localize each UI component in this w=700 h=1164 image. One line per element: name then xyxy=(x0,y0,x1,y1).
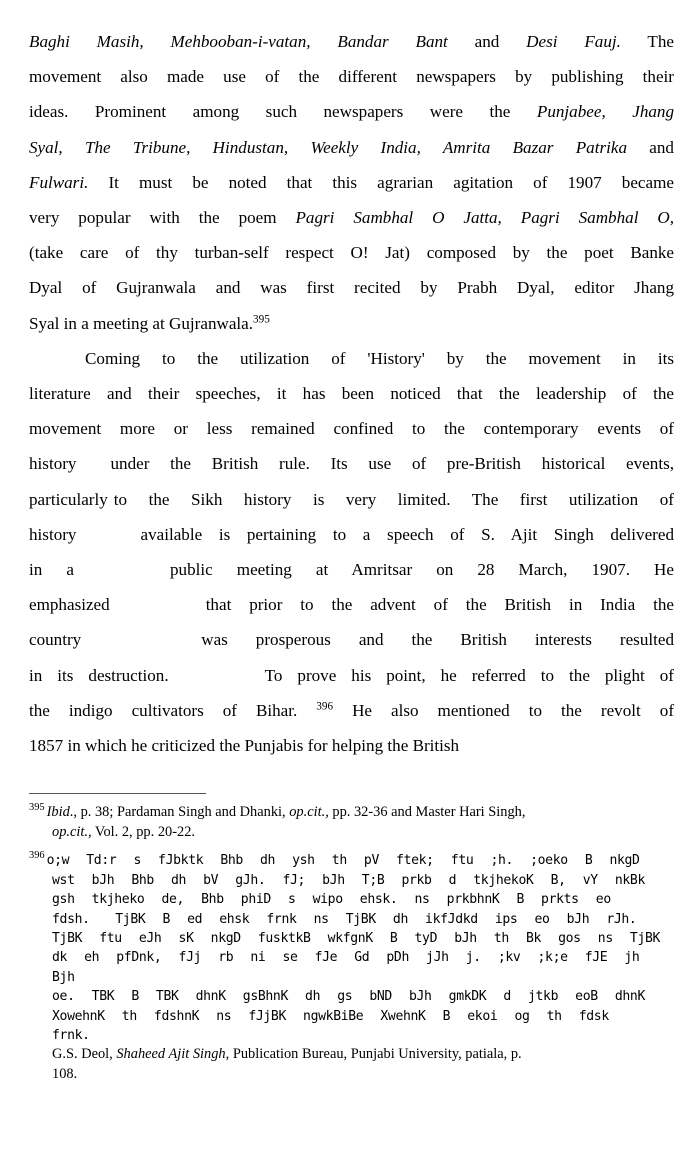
footnote-separator-rule xyxy=(29,793,206,794)
line-segment: emphasized xyxy=(29,595,110,615)
line-segment: available is pertaining to a speech of S. Ajit Singh delivered xyxy=(140,524,674,544)
text-line xyxy=(29,376,674,411)
text-line xyxy=(29,622,674,657)
line-segment: was prosperous and the British interests resulted xyxy=(201,630,674,650)
text-line xyxy=(29,517,674,552)
garbled-punjabi-line: o;w Td:r s fJbktk Bhb dh ysh th pV ftek; ftu ;h. ;oeko B nkgD xyxy=(46,853,640,869)
line-segment: that prior to the advent of the British in India the xyxy=(205,595,674,615)
garbled-punjabi-line: dk eh pfDnk, fJj rb ni se fJe Gd pDh jJh j. ;kv ;k;e fJE jh Bjh xyxy=(52,950,657,985)
line-segment: Desi Fauj. xyxy=(526,32,621,51)
text-line xyxy=(29,59,674,94)
citation-segment: Publication Bureau, Punjabi University, patiala, p. xyxy=(229,1046,522,1063)
line-segment: the indigo cultivators of Bihar. xyxy=(29,700,317,720)
line-segment: literature and their speeches, it has been noticed that the leadership of the xyxy=(29,384,674,404)
text-line xyxy=(29,341,674,376)
line-segment: Syal, The Tribune, Hindustan, Weekly India, Amrita Bazar Patrika xyxy=(29,137,628,157)
line-segment: Coming to the utilization of 'History' by the movement in its xyxy=(85,348,674,368)
line-segment: Dyal of Gujranwala and was first recited by Prabh Dyal, editor Jhang xyxy=(29,278,674,298)
footnote-area xyxy=(29,793,672,1094)
text-line xyxy=(29,94,674,129)
text-line xyxy=(29,693,674,728)
garbled-punjabi-line: fdsh. TjBK B ed ehsk frnk ns TjBK dh ikfJdkd ips eo bJh rJh. xyxy=(52,911,637,927)
line-segment: very popular with the poem xyxy=(29,208,296,228)
garbled-punjabi-line: XowehnK th fdshnK ns fJjBK ngwkBiBe XwehnK B ekoi og th fdsk xyxy=(52,1008,609,1024)
text-line xyxy=(29,130,674,165)
text-line xyxy=(29,587,674,622)
footnote-segment: op.cit., xyxy=(52,823,92,840)
line-segment: and xyxy=(447,32,527,51)
garbled-punjabi-line: frnk. xyxy=(52,1028,90,1044)
line-segment: history xyxy=(29,454,77,474)
line-segment: Fulwari. xyxy=(29,172,89,192)
line-segment: in a xyxy=(29,560,74,580)
garbled-punjabi-line: wst bJh Bhb dh bV gJh. fJ; bJh T;B prkb d tkjhekoK B, vY nkBk xyxy=(52,872,645,888)
paragraph-newspapers xyxy=(29,24,674,341)
footnote-citation-continuation: 108. xyxy=(52,1066,78,1083)
line-segment: It must be noted that this agrarian agitation of 1907 became xyxy=(88,172,674,192)
line-segment: (take care of thy turban-self respect O! Jat) composed by the poet Banke xyxy=(29,243,674,263)
footnote-395 xyxy=(29,803,672,842)
line-segment: to the Sikh history is very limited. The first utilization of xyxy=(113,489,674,509)
text-line xyxy=(29,270,674,305)
text-line xyxy=(29,165,674,200)
line-segment: in its destruction. xyxy=(29,665,169,685)
line-segment: under the British rule. Its use of pre-British historical events, xyxy=(110,454,674,474)
footnote-continuation-line xyxy=(52,823,672,843)
text-line xyxy=(29,24,674,59)
line-segment: To prove his point, he referred to the plight of xyxy=(264,665,674,685)
line-segment: movement also made use of the different newspapers by publishing their xyxy=(29,67,674,87)
line-segment: movement more or less remained confined to the contemporary events of xyxy=(29,419,674,439)
footnote-citation xyxy=(52,1045,672,1065)
footnote-segment: op.cit., xyxy=(289,804,329,820)
line-segment: particularly xyxy=(29,489,108,509)
footnote-segment: Ibid xyxy=(46,804,70,820)
text-line xyxy=(29,446,674,481)
footnote-396 xyxy=(29,851,672,1084)
garbled-punjabi-line: TjBK ftu eJh sK nkgD fusktkB wkfgnK B tyD bJh th Bk gos ns TjBK xyxy=(52,931,661,946)
garbled-punjabi-line: oe. TBK B TBK dhnK gsBhnK dh gs bND bJh gmkDK d jtkb eoB dhnK xyxy=(52,989,645,1005)
footnote-segment: pp. 32-36 and Master Hari Singh, xyxy=(328,804,526,820)
line-segment: He also mentioned to the revolt of xyxy=(333,700,675,720)
garbled-punjabi-line: gsh tkjheko de, Bhb phiD s wipo ehsk. ns prkbhnK B prkts eo xyxy=(52,892,611,908)
paragraph-history-utilization xyxy=(29,341,674,763)
footnote-reference-396[interactable]: 396 xyxy=(316,700,334,713)
footnote-segment: ., p. 38; Pardaman Singh and Dhanki, xyxy=(69,804,290,820)
footnote-reference-395[interactable]: 395 xyxy=(253,312,270,325)
citation-segment: Shaheed Ajit Singh, xyxy=(116,1046,230,1063)
line-segment: 1857 in which he criticized the Punjabis for helping the British xyxy=(29,736,460,756)
text-line xyxy=(29,411,674,446)
line-segment: public meeting at Amritsar on 28 March, 1907. He xyxy=(169,560,674,580)
text-line xyxy=(29,306,674,341)
citation-segment: G.S. Deol, xyxy=(52,1046,117,1063)
page-body-text xyxy=(29,24,674,763)
text-line xyxy=(29,552,674,587)
text-line xyxy=(29,658,674,693)
line-segment: history xyxy=(29,524,77,544)
footnote-segment: Vol. 2, pp. 20-22. xyxy=(91,823,195,840)
footnote-number: 396 xyxy=(29,850,45,862)
line-segment: and xyxy=(627,137,674,157)
text-line xyxy=(29,728,674,763)
line-segment: Pagri Sambhal O Jatta, Pagri Sambhal O, xyxy=(295,208,674,228)
line-segment: Punjabee, Jhang xyxy=(536,102,675,122)
text-line xyxy=(29,482,674,517)
line-segment: country xyxy=(29,630,82,650)
line-segment: Baghi Masih, Mehbooban-i-vatan, Bandar Bant xyxy=(29,32,448,51)
text-line xyxy=(29,200,674,235)
line-segment: ideas. Prominent among such newspapers were the xyxy=(29,102,537,122)
line-segment: The xyxy=(620,32,674,51)
line-segment: Syal in a meeting at Gujranwala. xyxy=(29,313,254,333)
text-line xyxy=(29,235,674,270)
footnote-number: 395 xyxy=(29,802,45,814)
